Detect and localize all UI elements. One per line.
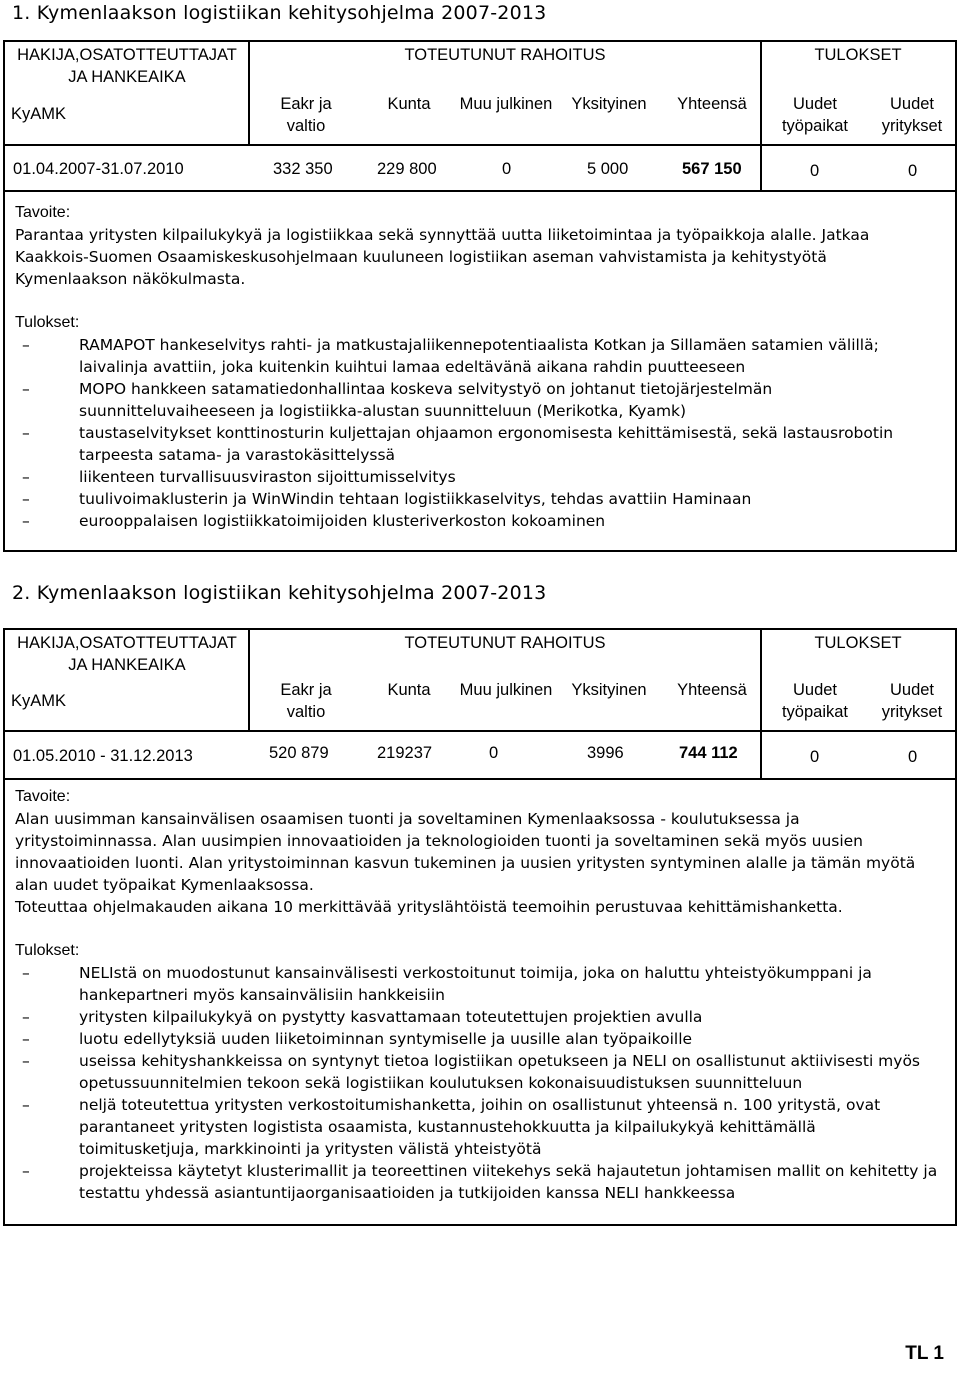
divider xyxy=(5,144,955,146)
list-item: – yritysten kilpailukykyä on pystytty kasvattamaan toteutettujen projektien avulla xyxy=(22,1008,703,1026)
divider xyxy=(760,630,762,730)
col-muu: Muu julkinen xyxy=(459,95,553,113)
value-yritykset: 0 xyxy=(908,748,918,766)
tavoite-label: Tavoite: xyxy=(15,788,71,805)
divider xyxy=(248,630,250,730)
results-list xyxy=(15,962,940,1204)
value-yhteensa: 744 112 xyxy=(679,744,738,762)
header-results: TULOKSET xyxy=(814,46,902,64)
value-tyopaikat: 0 xyxy=(810,748,820,766)
col-kunta: Kunta xyxy=(387,681,431,699)
section-2-box xyxy=(3,628,957,1226)
divider xyxy=(5,778,955,780)
value-kunta: 229 800 xyxy=(377,160,437,178)
header-results: TULOKSET xyxy=(814,634,902,652)
list-item: – projekteissa käytetyt klusterimallit ja teoreettinen viitekehys sekä hajautetun johtamisen mallit on kehitetty ja testattu yhdessä asiantuntijaorganisaatioiden ja tutkijoiden kanssa NELI hankkeessa xyxy=(22,1162,938,1202)
tavoite-text: Toteuttaa ohjelmakauden aikana 10 merkittävää yrityslähtöistä teemoihin perustuvaa kehittämishanketta. xyxy=(15,898,843,916)
org-name: KyAMK xyxy=(11,692,67,710)
list-item: – taustaselvitykset konttinosturin kuljettajan ohjaamon ergonomisesta kehittämisestä, sekä lastausrobotin tarpeesta satama- ja varastokäsittelyssä xyxy=(22,424,894,464)
col-eakr: Eakr ja valtio xyxy=(280,95,332,135)
org-name: KyAMK xyxy=(11,105,67,123)
tavoite-label: Tavoite: xyxy=(15,204,71,221)
divider xyxy=(760,42,762,144)
col-yksityinen: Yksityinen xyxy=(571,95,647,113)
tulokset-label: Tulokset: xyxy=(15,314,80,331)
value-yksityinen: 5 000 xyxy=(587,160,629,178)
section-1-title: 1. Kymenlaakson logistiikan kehitysohjelma 2007-2013 xyxy=(12,2,547,24)
value-yhteensa: 567 150 xyxy=(682,160,742,178)
list-item: – neljä toteutettua yritysten verkostoitumishanketta, joihin on osallistunut yhteensä n. 100 yritystä, ovat parantaneet yritysten logistista osaamista, kustannustehokkuutta ja kilpailukykyä kehittämällä toimitusketjuja, markkinointi ja yritysten välistä yhteistyötä xyxy=(22,1096,881,1158)
section-2-title: 2. Kymenlaakson logistiikan kehitysohjelma 2007-2013 xyxy=(12,582,547,604)
divider xyxy=(760,144,762,190)
list-item: – eurooppalaisen logistiikkatoimijoiden klusteriverkoston kokoaminen xyxy=(22,512,606,530)
col-kunta: Kunta xyxy=(387,95,431,113)
value-eakr: 520 879 xyxy=(269,744,329,762)
header-funding: TOTEUTUNUT RAHOITUS xyxy=(404,634,606,652)
divider xyxy=(760,730,762,778)
header-org: HAKIJA,OSATOTTEUTTAJAT JA HANKEAIKA xyxy=(17,46,237,86)
header-funding: TOTEUTUNUT RAHOITUS xyxy=(404,46,606,64)
list-item: – liikenteen turvallisuusviraston sijoittumisselvitys xyxy=(22,468,456,486)
tavoite-text: Alan uusimman kansainvälisen osaamisen tuonti ja soveltaminen Kymenlaaksossa - koulutuksessa ja yritystoiminnassa. Alan uusimpien innovaatioiden ja teknologioiden tuonti ja soveltaminen sekä myös uusien innovaatioiden luonti. Alan yritystoiminnan kasvun tukeminen ja uusien yritysten syntyminen alalle ja tämän myötä alan uudet työpaikat Kymenlaaksossa. xyxy=(15,810,916,894)
page-footer-label: TL 1 xyxy=(905,1343,944,1364)
divider xyxy=(5,190,955,192)
divider xyxy=(5,730,955,732)
col-muu: Muu julkinen xyxy=(459,681,553,699)
value-kunta: 219237 xyxy=(377,744,433,762)
value-muu: 0 xyxy=(489,744,499,762)
section-1-box xyxy=(3,40,957,552)
value-tyopaikat: 0 xyxy=(810,162,820,180)
list-item: – MOPO hankkeen satamatiedonhallintaa koskeva selvitystyö on johtanut tietojärjestelmän suunnitteluvaiheeseen ja logistiikka-alustan suunnitteluun (Merikotka, Kyamk) xyxy=(22,380,773,420)
value-yritykset: 0 xyxy=(908,162,918,180)
list-item: – RAMAPOT hankeselvitys rahti- ja matkustajaliikennepotentiaalista Kotkan ja Sillamäen satamien välillä; laivalinja avattiin, joka kuitenkin kuihtui lamaa edeltävänä aikana rahdin puutteeseen xyxy=(22,336,879,376)
tavoite-text: Parantaa yritysten kilpailukykyä ja logistiikkaa sekä synnyttää uutta liiketoimintaa ja työpaikkoja alalle. Jatkaa Kaakkois-Suomen Osaamiskeskusohjelmaan kuuluneen logistiikan aseman vahvistamista ja kehitystyötä Kymenlaakson näkökulmasta. xyxy=(15,226,870,288)
period: 01.05.2010 - 31.12.2013 xyxy=(13,747,193,765)
col-yksityinen: Yksityinen xyxy=(571,681,647,699)
value-yksityinen: 3996 xyxy=(587,744,624,762)
tulokset-label: Tulokset: xyxy=(15,942,80,959)
col-yhteensa: Yhteensä xyxy=(677,95,747,113)
list-item: – NELIstä on muodostunut kansainvälisesti verkostoitunut toimija, joka on haluttu yhteistyökumppani ja hankepartneri myös kansainvälisiin hankkeisiin xyxy=(22,964,872,1004)
period: 01.04.2007-31.07.2010 xyxy=(13,160,184,178)
list-item: – tuulivoimaklusterin ja WinWindin tehtaan logistiikkaselvitys, tehdas avattiin Haminaan xyxy=(22,490,752,508)
value-eakr: 332 350 xyxy=(273,160,333,178)
header-org: HAKIJA,OSATOTTEUTTAJAT JA HANKEAIKA xyxy=(17,634,237,674)
value-muu: 0 xyxy=(502,160,512,178)
list-item: – luotu edellytyksiä uuden liiketoiminnan syntymiselle ja uusille alan työpaikoille xyxy=(22,1030,693,1048)
col-yhteensa: Yhteensä xyxy=(677,681,747,699)
col-yritykset: Uudet yritykset xyxy=(881,681,943,721)
col-tyopaikat: Uudet työpaikat xyxy=(781,681,849,721)
divider xyxy=(248,42,250,144)
list-item: – useissa kehityshankkeissa on syntynyt tietoa logistiikan opetukseen ja NELI on osallistunut aktiivisesti myös opetussuunnitelmien tekoon sekä logistiikan koulutuksen kokonaisuudistuksen suunnitteluun xyxy=(22,1052,921,1092)
col-eakr: Eakr ja valtio xyxy=(280,681,332,721)
results-list xyxy=(15,334,935,532)
col-tyopaikat: Uudet työpaikat xyxy=(781,95,849,135)
col-yritykset: Uudet yritykset xyxy=(881,95,943,135)
